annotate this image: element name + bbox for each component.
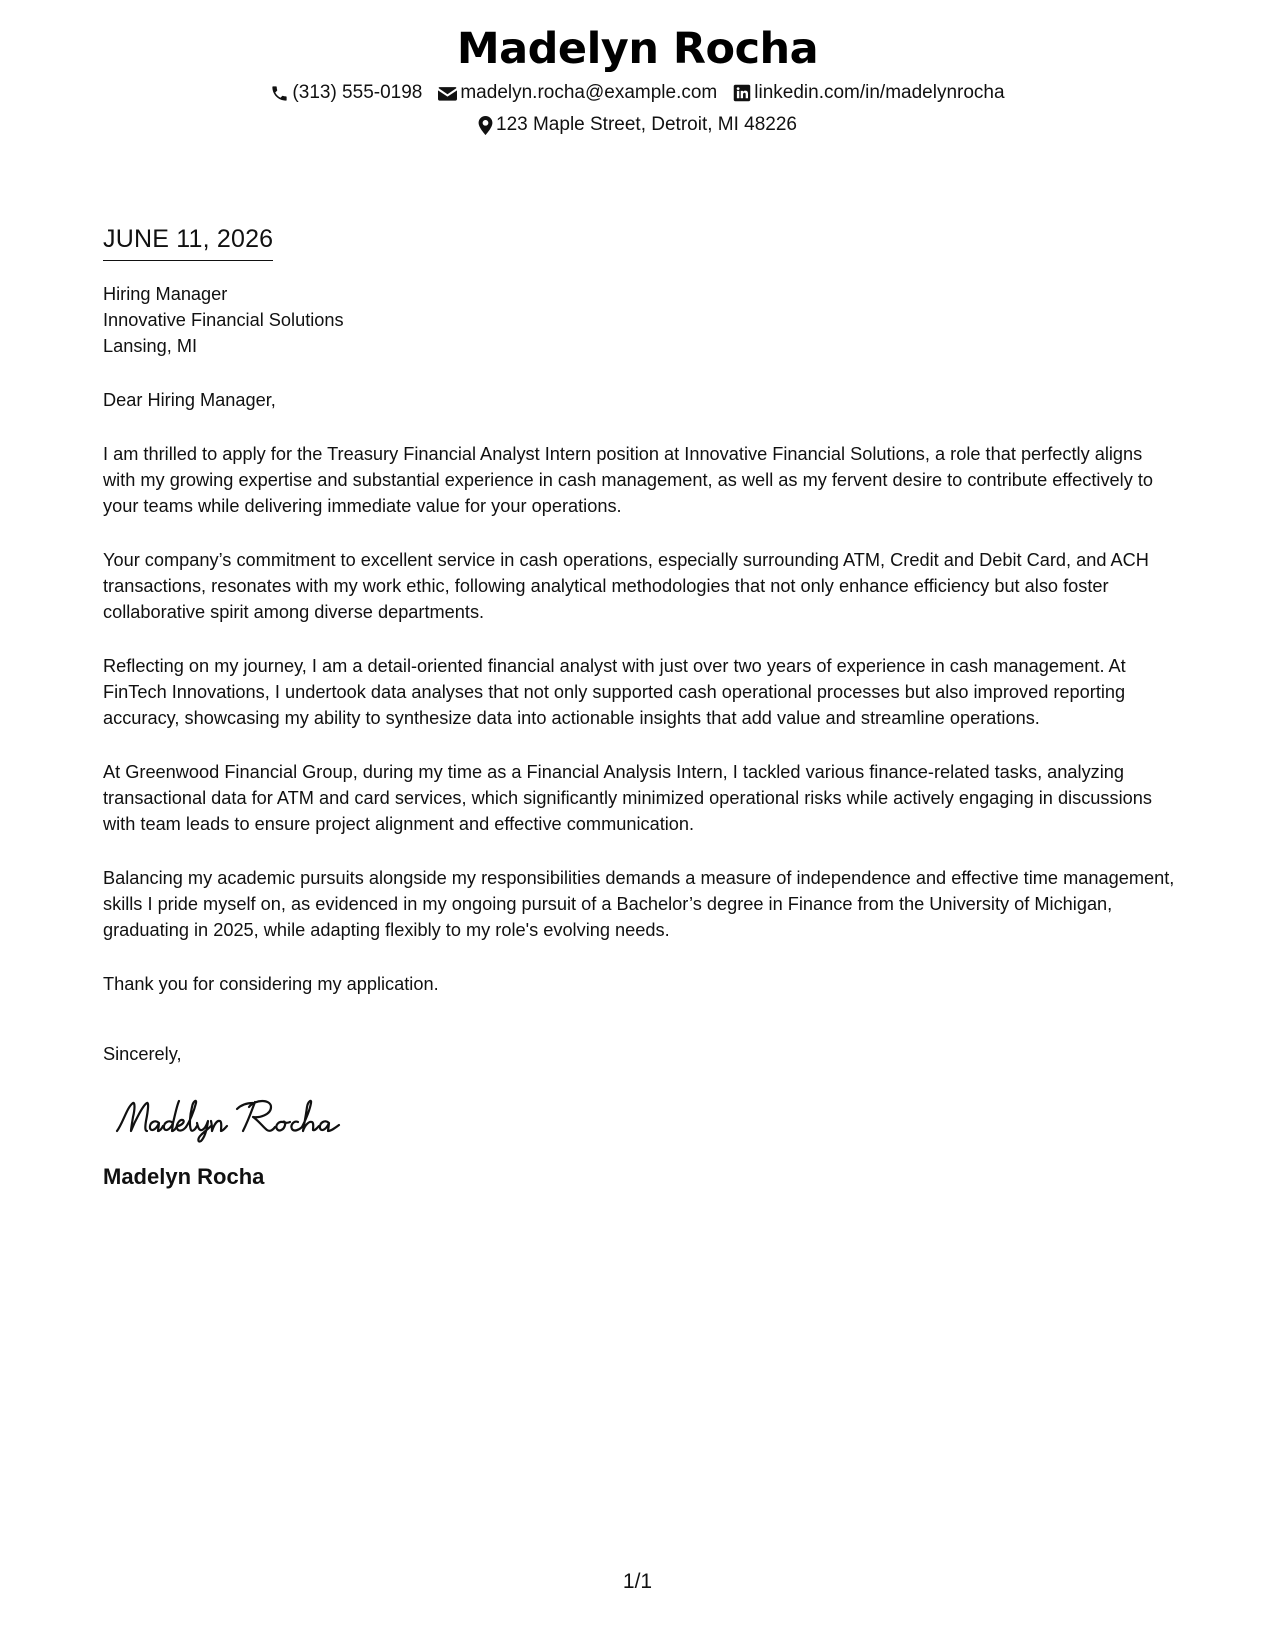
email-text[interactable]: madelyn.rocha@example.com	[460, 82, 718, 103]
recipient-location: Lansing, MI	[103, 336, 198, 356]
body-paragraph: Your company’s commitment to excellent service in cash operations, especially surrounding ATM, Credit and Debit Card, and ACH transactions, resonates with my work ethic, following analytical methodologies that not only enhance efficiency but also foster collaborative spirit among diverse departments.	[103, 550, 1149, 622]
map-pin-icon	[478, 116, 493, 135]
signature-image	[113, 1093, 353, 1143]
page-indicator: 1/1	[622, 1570, 653, 1593]
linkedin-icon	[733, 84, 751, 102]
body-paragraph: Reflecting on my journey, I am a detail-oriented financial analyst with just over two years of experience in cash management. At FinTech Innovations, I undertook data analyses that not only supported cash operational processes but also improved reporting accuracy, showcasing my ability to synthesize data into actionable insights that add value and streamline operations.	[103, 656, 1126, 728]
address-row	[0, 112, 1275, 138]
contact-row	[0, 80, 1275, 106]
body-paragraph: Balancing my academic pursuits alongside my responsibilities demands a measure of independence and effective time management, skills I pride myself on, as evidenced in my ongoing pursuit of a Bachelor’s degree in Finance from the University of Michigan, graduating in 2025, while adapting flexibly to my role's evolving needs.	[103, 868, 1175, 940]
envelope-icon	[438, 85, 457, 102]
recipient-title: Hiring Manager	[103, 284, 228, 304]
recipient-company: Innovative Financial Solutions	[103, 310, 344, 330]
address-contact	[478, 112, 797, 138]
letter-date: JUNE 11, 2026	[103, 220, 273, 261]
phone-text[interactable]: (313) 555-0198	[292, 82, 423, 103]
body-paragraph: At Greenwood Financial Group, during my time as a Financial Analysis Intern, I tackled various finance-related tasks, analyzing transactional data for ATM and card services, which significantly minimized operational risks while actively engaging in discussions with team leads to ensure project alignment and effective communication.	[103, 762, 1152, 834]
letter-header	[0, 18, 1275, 138]
linkedin-text[interactable]: linkedin.com/in/madelynrocha	[754, 82, 1005, 103]
signer-name: Madelyn Rocha	[103, 1164, 265, 1189]
recipient-block	[103, 281, 1178, 359]
body-paragraph: I am thrilled to apply for the Treasury Financial Analyst Intern position at Innovative Financial Solutions, a role that perfectly aligns with my growing expertise and substantial experience in cash management, as well as my fervent desire to contribute effectively to your teams while delivering immediate value for your operations.	[103, 444, 1154, 516]
address-text: 123 Maple Street, Detroit, MI 48226	[496, 114, 797, 135]
salutation: Dear Hiring Manager,	[103, 390, 276, 410]
email-contact	[438, 80, 717, 106]
phone-contact	[270, 80, 422, 106]
letter-body	[103, 220, 1178, 1191]
linkedin-contact	[733, 80, 1004, 106]
handwritten-signature	[113, 1093, 1178, 1143]
body-paragraph: Thank you for considering my application.	[103, 974, 439, 994]
phone-icon	[270, 84, 289, 103]
closing: Sincerely,	[103, 1044, 182, 1064]
sender-name: Madelyn Rocha	[456, 24, 819, 74]
